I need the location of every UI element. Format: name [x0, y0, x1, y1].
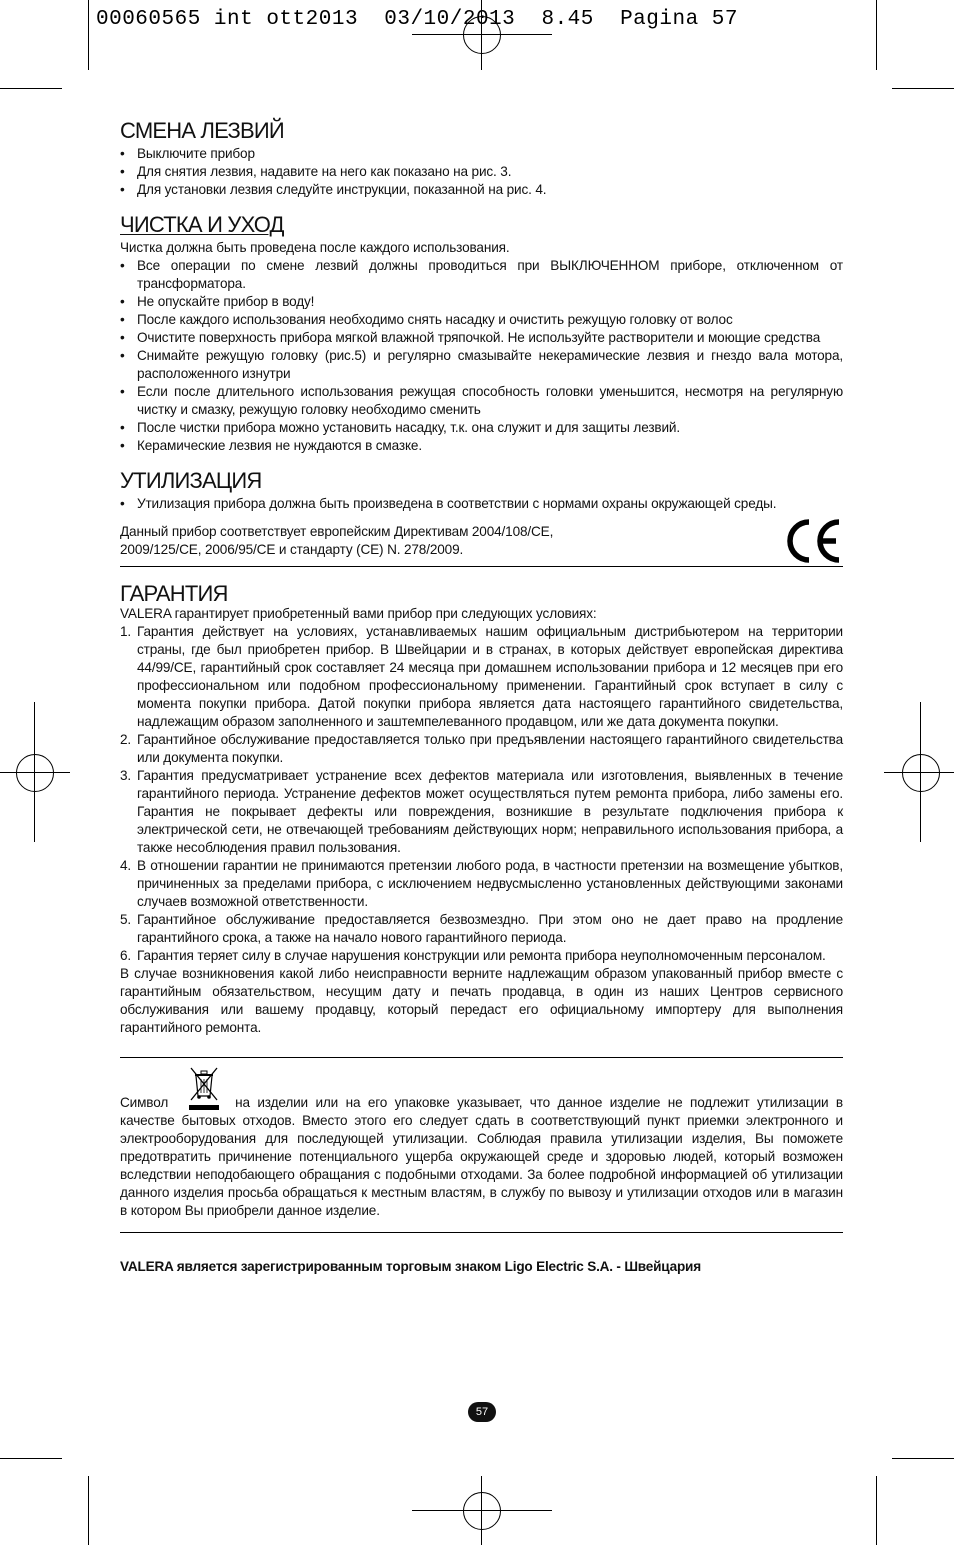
list-item: 6. Гарантия теряет силу в случае нарушения конструкции или ремонта прибора неуполномоченным персоналом. [120, 948, 826, 963]
list-item: • Для установки лезвия следуйте инструкции, показанной на рис. 4. [120, 181, 843, 199]
weee-prefix: Символ [120, 1095, 169, 1110]
trademark-footer: VALERA является зарегистрированным торговым знаком Ligo Electric S.A. - Швейцария [120, 1259, 701, 1274]
page-content [120, 117, 843, 1276]
list-item: 3. Гарантия предусматривает устранение всех дефектов материала или изготовления, выявленных в течение гарантийного периода. Устранение дефектов может осуществляться путем ремонта прибора, либо замены его. Гарантия не покрывает дефекты или повреждения, возникшие в результате подключения прибора к электрической сети, не отвечающей требованиям действующих норм; неправильного использования прибора, а также несоблюдения правил пользования. [120, 768, 843, 855]
list-item: • После каждого использования необходимо снять насадку и очистить режущую головку от волос [120, 311, 843, 329]
cleaning-list [120, 257, 843, 455]
blades-list [120, 145, 843, 199]
list-item: • Выключите прибор [120, 145, 843, 163]
list-item: 1. Гарантия действует на условиях, устанавливаемых нашим официальным дистрибьютером на территории страны, где был приобретен прибор. В Швейцарии и в странах, в которых действует европейская директива 44/99/CE, гарантийный срок составляет 24 месяца при домашнем использовании прибора и 12 месяцев при его профессиональном или подобном профессиональному применении. Гарантийный срок вступает в силу с момента покупки прибора. Датой покупки прибора является дата настоящего гарантийного свидетельства, надлежащим образом заполненного и заштемпелеванного продавцом, или же дата документа покупки. [120, 624, 843, 729]
crop-mark [0, 88, 62, 89]
warranty-outro: В случае возникновения какой либо неисправности верните надлежащим образом упакованный прибор вместе с гарантийным обязательством, несущим дату и печать продавца, в один из наших Центров сервисного обслуживания или вашему продавцу, который передаст его официальному импортеру для выполнения гарантийного ремонта. [120, 966, 843, 1035]
registration-circle [463, 1492, 501, 1530]
weee-paragraph [120, 1064, 843, 1220]
crop-mark [876, 1476, 877, 1545]
list-item: • Утилизация прибора должна быть произведена в соответствии с нормами охраны окружающей среды. [120, 495, 843, 513]
crop-mark [876, 0, 877, 70]
compliance-line: 2009/125/CE, 2006/95/CE и стандарту (CE) N. 278/2009. [120, 542, 464, 557]
list-item: • После чистки прибора можно установить насадку, т.к. она служит и для защиты лезвий. [120, 419, 843, 437]
list-item: • Все операции по смене лезвий должны проводиться при ВЫКЛЮЧЕННОМ приборе, отключенном от трансформатора. [120, 257, 843, 293]
list-item: 5. Гарантийное обслуживание предоставляется безвозмездно. При этом оно не дает право на продление гарантийного срока, а также на начало нового гарантийного периода. [120, 912, 843, 945]
warranty-list [120, 623, 843, 965]
crossed-bin-icon [186, 1064, 222, 1112]
list-item: • Не опускайте прибор в воду! [120, 293, 843, 311]
crop-mark [0, 1458, 62, 1459]
list-item: • Если после длительного использования режущая способность головки уменьшится, несмотря на регулярную чистку и смазку, режущую головку необходимо сменить [120, 383, 843, 419]
list-item: 4. В отношении гарантии не принимаются претензии любого рода, в частности претензии на возмещение убытков, причиненных за пределами прибора, с исключением недвусмысленно установленных действующими законами случаев возможной ответственности. [120, 858, 843, 909]
compliance-line: Данный прибор соответствует европейским Директивам 2004/108/CE, [120, 524, 554, 539]
warranty-intro: VALERA гарантирует приобретенный вами прибор при следующих условиях: [120, 606, 597, 621]
registration-circle [16, 754, 54, 792]
crop-mark [88, 0, 89, 70]
cleaning-intro: Чистка должна быть проведена после каждого использования. [120, 240, 510, 255]
crop-mark [88, 1476, 89, 1545]
list-item: 2. Гарантийное обслуживание предоставляется только при предъявлении настоящего гарантийного свидетельства или документа покупки. [120, 732, 843, 765]
compliance-block [120, 523, 843, 559]
list-item: • Для снятия лезвия, надавите на него как показано на рис. 3. [120, 163, 843, 181]
section-title-warranty: ГАРАНТИЯ [120, 581, 228, 606]
crop-mark [892, 88, 954, 89]
section-title-cleaning: ЧИСТКА И УХОД [120, 212, 284, 237]
print-slug: 00060565 int ott2013 03/10/2013 8.45 Pagina 57 [96, 8, 739, 31]
section-title-disposal: УТИЛИЗАЦИЯ [120, 468, 262, 493]
crop-mark [892, 1458, 954, 1459]
disposal-list [120, 495, 843, 513]
page-number-badge: 57 [468, 1402, 496, 1422]
ce-mark-icon [781, 519, 843, 563]
list-item: • Снимайте режущую головку (рис.5) и регулярно смазывайте некерамические лезвия и гнездо вала мотора, расположенного изнутри [120, 347, 843, 383]
list-item: • Керамические лезвия не нуждаются в смазке. [120, 437, 843, 455]
section-title-blades: СМЕНА ЛЕЗВИЙ [120, 118, 284, 143]
weee-text: на изделии или на его упаковке указывает, что данное изделие не подлежит утилизации в качестве бытовых отходов. Вместо этого его следует сдать в соответствующий пункт приемки электронного и электрооборудования для последующей утилизации. Соблюдая правила утилизации изделия, Вы поможете предотвратить причинение потенциального ущерба окружающей среде и здоровью людей, который возможен вследствии неподобающего обращания с подобными отходами. За более подробной информацией об утилизации данного изделия просьба обращаться к местным властям, в службу по вывозу и утилизации отходов или в магазин в котором Вы приобрели данное изделие. [120, 1095, 843, 1218]
registration-circle [902, 754, 940, 792]
list-item: • Очистите поверхность прибора мягкой влажной тряпочкой. Не используйте растворители и моющие средства [120, 329, 843, 347]
